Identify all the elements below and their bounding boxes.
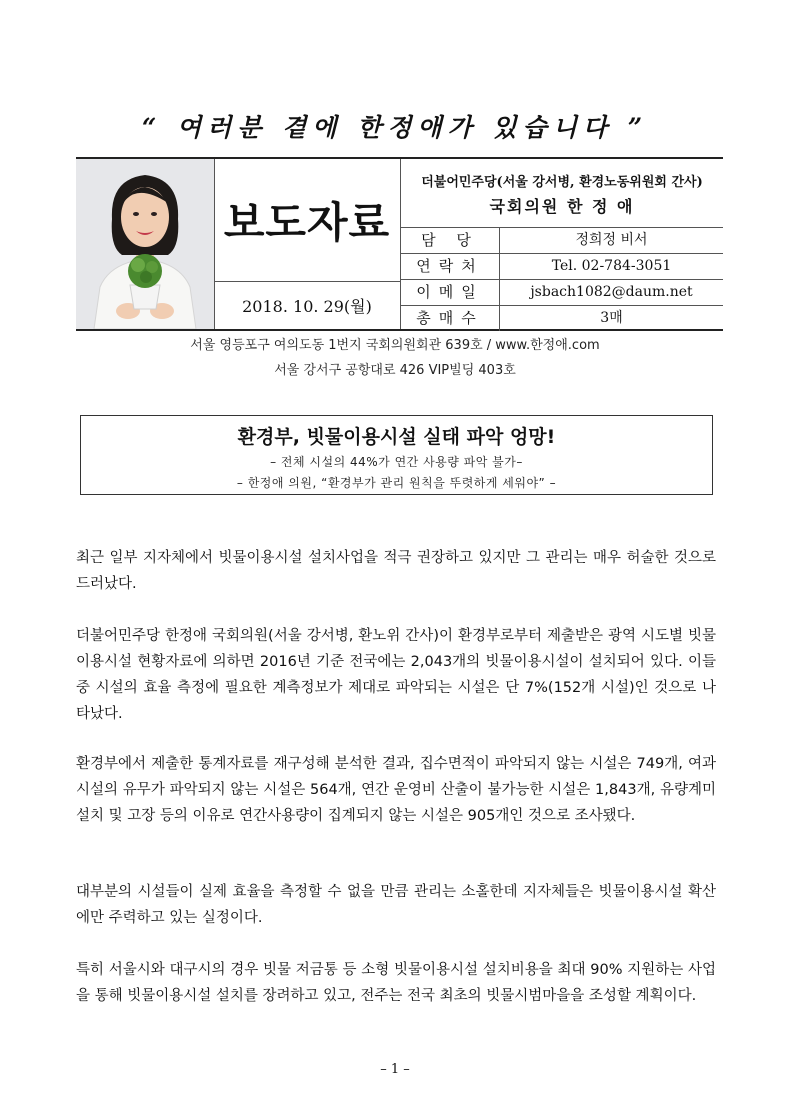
info-row-page-count [401, 306, 723, 331]
member-line: 국회의원 한 정 애 [489, 197, 635, 216]
body-paragraph: 환경부에서 제출한 통계자료를 재구성해 분석한 결과, 집수면적이 파악되지 않는 시설은 749개, 여과시설의 유무가 파악되지 않는 시설은 564개, 연간 운영비 산출이 불가능한 시설은 1,843개, 유량계미설치 및 고장 등의 이유로 연간사용량이 집계되지 않는 시설은 905개인 것으로 조사됐다. [76, 756, 716, 824]
lawmaker-photo [76, 159, 215, 329]
address-line-2: 서울 강서구 공항대로 426 VIP빌딩 403호 [274, 363, 516, 378]
body-paragraph: 최근 일부 지자체에서 빗물이용시설 설치사업을 적극 권장하고 있지만 그 관리는 매우 허술한 것으로 드러났다. [76, 550, 716, 592]
party-line: 더불어민주당(서울 강서병, 환경노동위원회 간사) [421, 175, 703, 190]
body-paragraph: 특히 서울시와 대구시의 경우 빗물 저금통 등 소형 빗물이용시설 설치비용을 최대 90% 지원하는 사업을 통해 빗물이용시설 설치를 장려하고 있고, 전주는 전국 최초의 빗물시범마을을 조성할 계획이다. [76, 962, 716, 1004]
info-row-email [401, 280, 723, 306]
headline-subtitle-2: – 한정애 의원, “환경부가 관리 원칙을 뚜렷하게 세워야” – [236, 476, 557, 490]
address-line-1: 서울 영등포구 여의도동 1번지 국회의원회관 639호 / www.한정애.com [190, 338, 600, 353]
headline-title: 환경부, 빗물이용시설 실태 파악 엉망! [237, 426, 556, 448]
press-release-header [76, 157, 723, 331]
info-key: 총매수 [401, 306, 500, 331]
press-release-title: 보도자료 [214, 159, 400, 282]
release-date: 2018. 10. 29(월) [242, 297, 372, 316]
info-key: 이메일 [401, 280, 500, 305]
info-row-phone [401, 254, 723, 280]
headline-box [80, 415, 713, 495]
headline-subtitle-1: – 전체 시설의 44%가 연간 사용량 파악 불가– [270, 455, 523, 469]
title-column [214, 159, 401, 329]
info-row-contact-person [401, 228, 723, 254]
info-key: 연락처 [401, 254, 500, 279]
body-paragraph: 대부분의 시설들이 실제 효율을 측정할 수 없을 만큼 관리는 소홀한데 지자체들은 빗물이용시설 확산에만 주력하고 있는 실정이다. [76, 884, 716, 926]
info-key: 담 당 [401, 228, 500, 253]
info-value: 3매 [600, 310, 623, 326]
page-number: – 1 – [380, 1062, 410, 1077]
contact-column [401, 159, 723, 329]
body-paragraph: 더불어민주당 한정애 국회의원(서울 강서병, 환노위 간사)이 환경부로부터 제출받은 광역 시도별 빗물이용시설 현황자료에 의하면 2016년 기준 전국에는 2,043개의 빗물이용시설이 설치되어 있다. 이들 중 시설의 효율 측정에 필요한 계측정보가 제대로 파악되는 시설은 단 7%(152개 시설)인 것으로 나타났다. [76, 628, 716, 722]
slogan: “ 여러분 곁에 한정애가 있습니다 ” [141, 113, 649, 142]
info-value: jsbach1082@daum.net [530, 284, 693, 300]
info-value: 정희정 비서 [575, 232, 648, 248]
party-block [401, 159, 723, 228]
info-value: Tel. 02-784-3051 [551, 258, 672, 274]
